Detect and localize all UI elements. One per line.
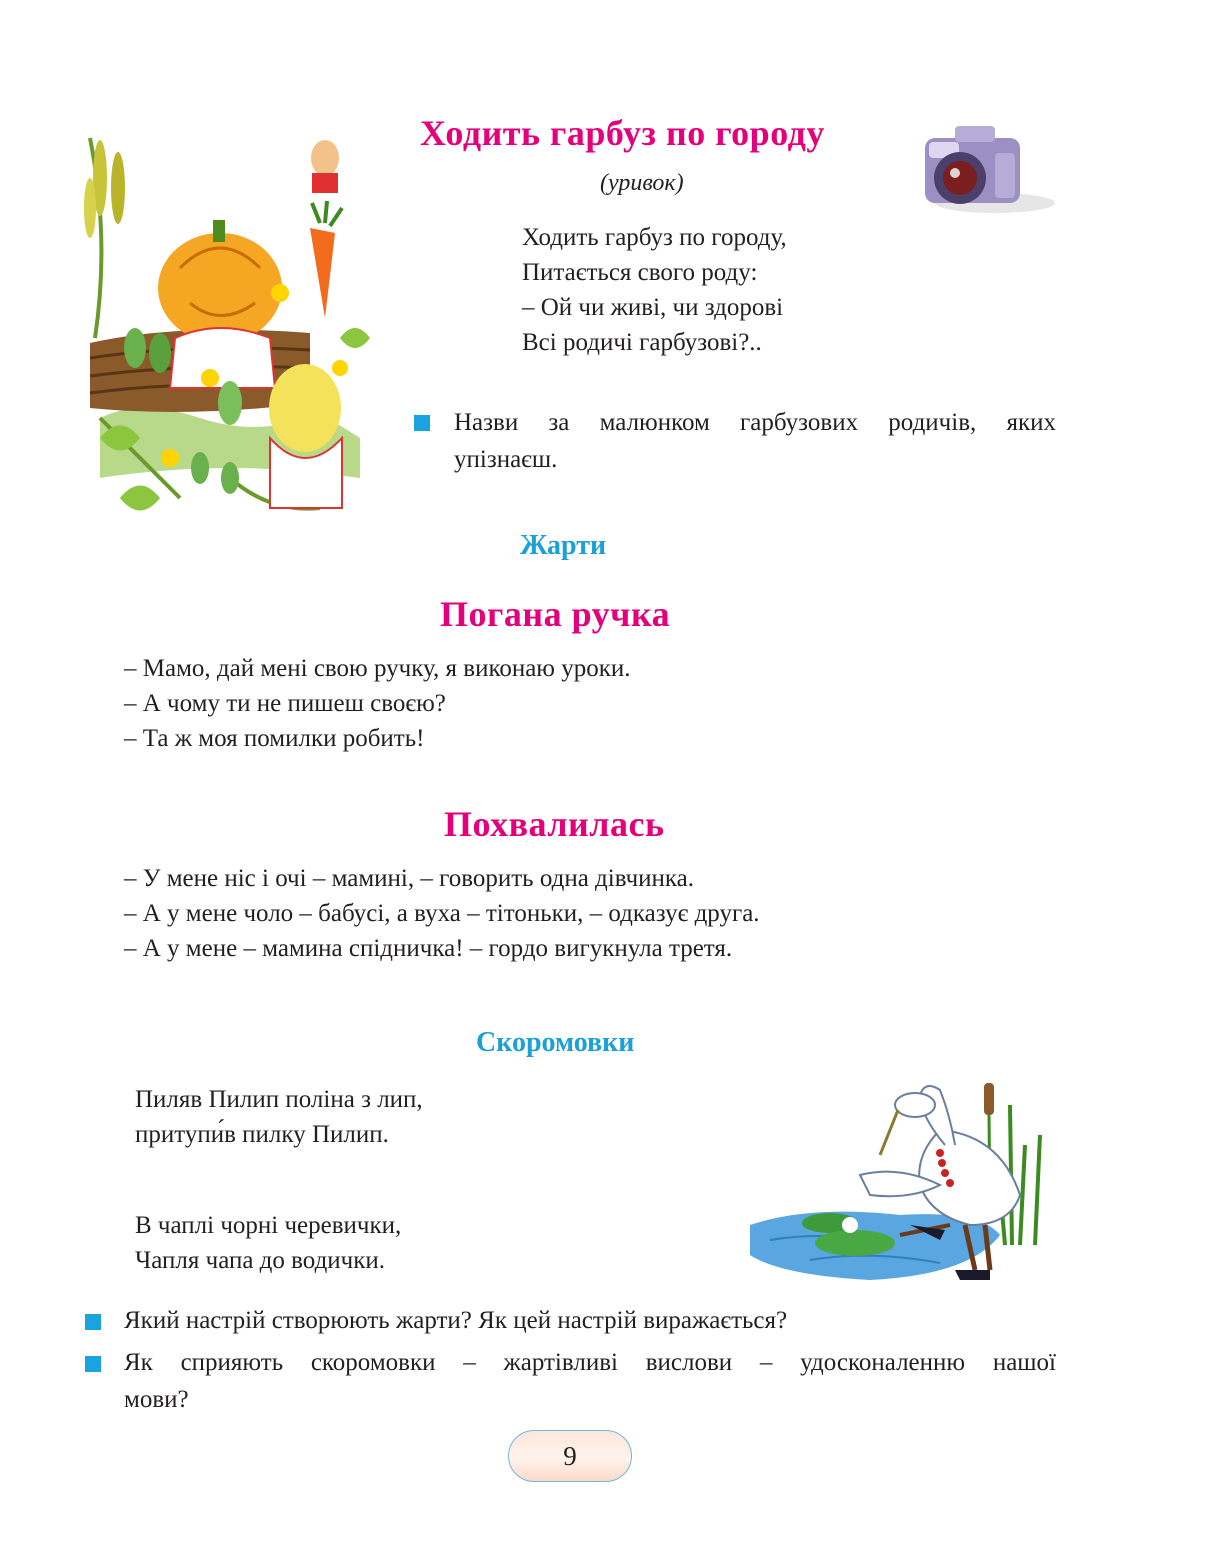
task-bullet <box>414 415 430 431</box>
question-line: Як сприяють скоромовки – жартівливі вислови – удосконаленню нашої <box>124 1349 1056 1376</box>
joke1-title: Погана ручка <box>440 594 671 634</box>
joke2-text <box>124 861 760 966</box>
pumpkin-poem-subtitle: (уривок) <box>600 170 684 196</box>
twister-line: Чапля чапа до водички. <box>135 1247 386 1274</box>
question-line: Який настрій створюють жарти? Як цей настрій виражається? <box>124 1307 788 1334</box>
tongue-twister-1 <box>135 1082 423 1152</box>
task-line: упізнаєш. <box>454 446 558 473</box>
question-bullet <box>85 1314 101 1330</box>
poem-line: – Ой чи живі, чи здорові <box>522 294 784 321</box>
pumpkin-poem-title: Ходить гарбуз по городу <box>420 113 825 153</box>
joke-line: – У мене ніс і очі – мамині, – говорить одна дівчинка. <box>124 865 695 892</box>
heron-illustration <box>750 1075 1055 1290</box>
page-number-badge <box>508 1430 632 1482</box>
twister-line: Пиляв Пилип поліна з лип, <box>135 1086 423 1113</box>
twister-line: В чаплі чорні черевички, <box>135 1212 402 1239</box>
joke-line: – А у мене – мамина спідничка! – гордо вигукнула третя. <box>124 935 733 962</box>
joke-line: – А у мене чоло – бабусі, а вуха – тітоньки, – одказує друга. <box>124 900 760 927</box>
joke-line: – Мамо, дай мені свою ручку, я виконаю уроки. <box>124 655 631 682</box>
task-line: Назви за малюнком гарбузових родичів, яких <box>454 409 1056 436</box>
joke-line: – Та ж моя помилки робить! <box>124 725 425 752</box>
twister-line: притупи́в пилку Пилип. <box>135 1121 389 1148</box>
joke1-text <box>124 651 631 756</box>
poem-line: Всі родичі гарбузові?.. <box>522 329 762 356</box>
pumpkin-vegetables-illustration <box>80 118 370 528</box>
pumpkin-poem <box>522 220 787 360</box>
poem-line: Ходить гарбуз по городу, <box>522 224 787 251</box>
poem-line: Питається свого роду: <box>522 259 758 286</box>
tongue-twister-2 <box>135 1208 401 1278</box>
joke2-title: Похвалилась <box>444 804 665 844</box>
jokes-heading: Жарти <box>520 530 607 561</box>
question-1 <box>124 1302 787 1339</box>
question-2 <box>124 1344 1056 1418</box>
pumpkin-task <box>454 404 1056 478</box>
page-number: 9 <box>563 1440 577 1471</box>
question-line: мови? <box>124 1386 189 1413</box>
question-bullet <box>85 1356 101 1372</box>
joke-line: – А чому ти не пишеш своєю? <box>124 690 446 717</box>
tongue-twisters-heading: Скоромовки <box>476 1027 635 1058</box>
camera-icon <box>915 118 1060 218</box>
